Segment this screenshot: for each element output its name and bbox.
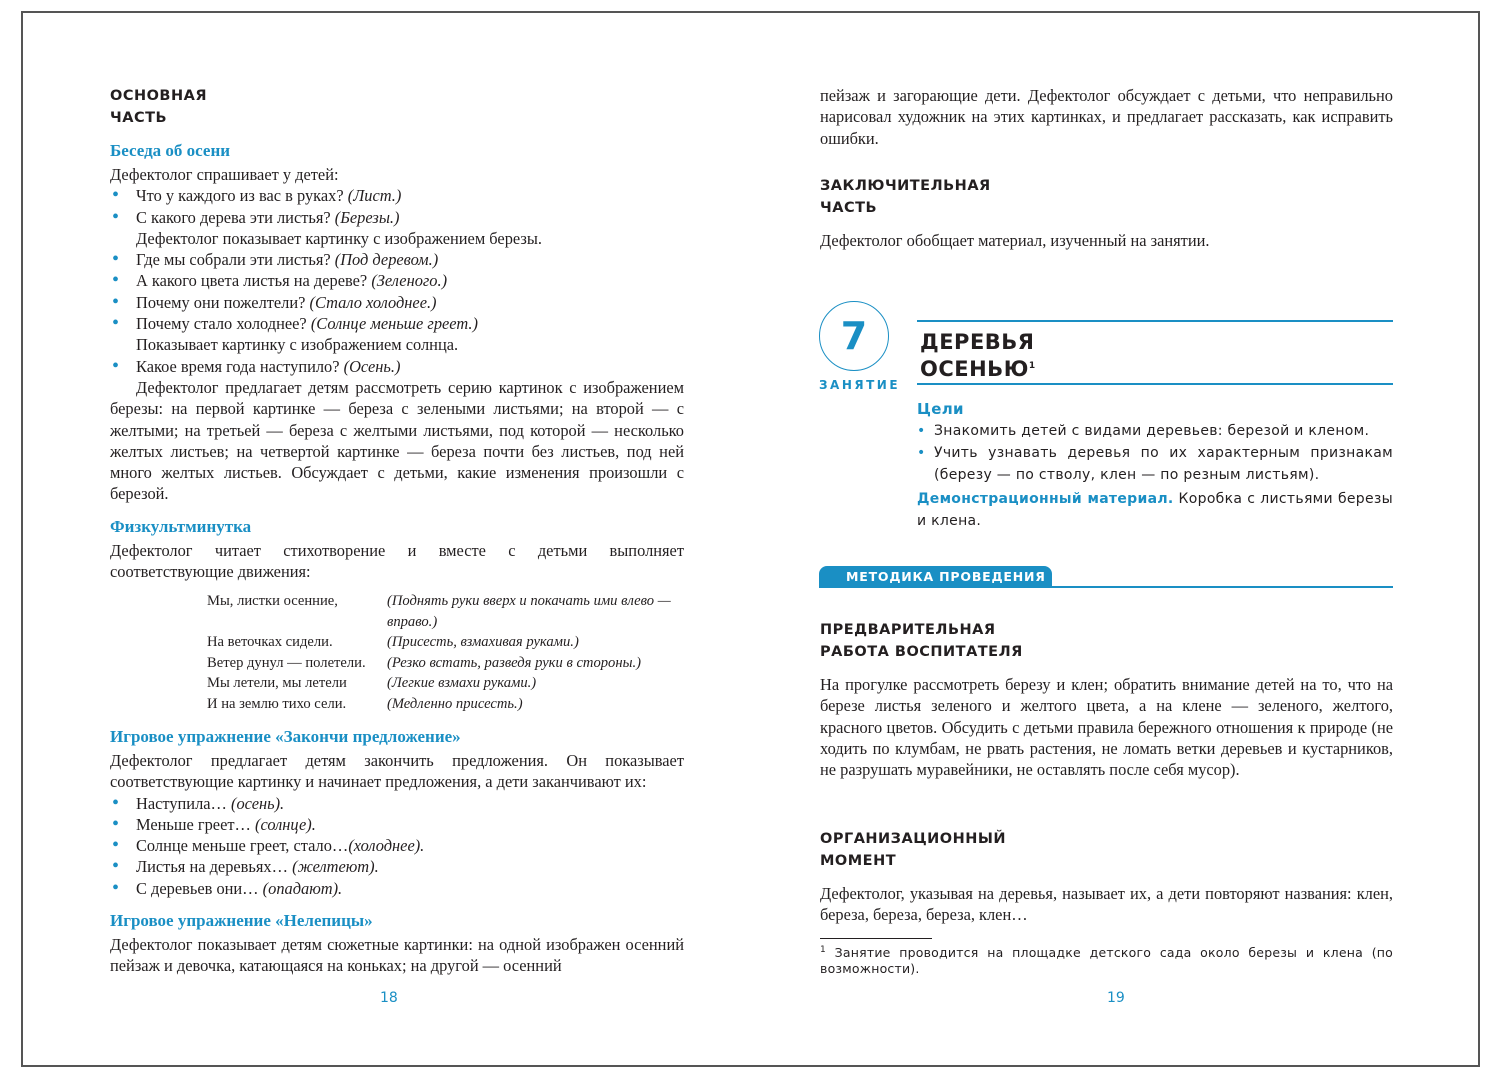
- poem-row: [207, 653, 682, 674]
- main-part-heading: [110, 85, 684, 129]
- method-tab: МЕТОДИКА ПРОВЕДЕНИЯ: [819, 566, 1052, 587]
- method-rule: [819, 586, 1393, 588]
- item-answer: (осень).: [231, 793, 285, 813]
- item-answer: (Солнце меньше греет.): [310, 314, 478, 334]
- goal-item: • Знакомить детей с видами деревьев: березой и кленом.: [917, 420, 1393, 442]
- footnote-mark: 1: [1028, 361, 1036, 371]
- title-line: ДЕРЕВЬЯ: [920, 330, 1035, 354]
- lesson-label: ЗАНЯТИЕ: [819, 378, 901, 392]
- poem-action: (Поднять руки вверх и покачать ими влево — вправо.): [387, 593, 671, 630]
- poem-line: Мы летели, мы летели: [207, 675, 347, 692]
- item-answer: (солнце).: [255, 814, 316, 834]
- poem-action: (Медленно присесть.): [387, 695, 523, 712]
- item-text: Наступила…: [136, 793, 232, 813]
- sentence-list: [110, 793, 684, 899]
- question-list: [110, 185, 684, 377]
- title-line: ОСЕНЬЮ: [920, 357, 1029, 381]
- footnote: [820, 942, 1393, 977]
- final-part-heading: [820, 175, 1393, 219]
- poem-line: На веточках сидели.: [207, 634, 333, 651]
- heading-line: ПРЕДВАРИТЕЛЬНАЯ: [820, 622, 996, 638]
- section-body: [110, 750, 684, 899]
- demo-label: Демонстрационный материал.: [917, 491, 1174, 507]
- list-item: [110, 185, 684, 206]
- title-rule-top: [917, 320, 1393, 322]
- title-rule-bottom: [917, 383, 1393, 385]
- item-answer: (желтеют).: [292, 857, 379, 877]
- list-item: [110, 356, 684, 377]
- item-answer: (Под деревом.): [334, 250, 439, 270]
- list-item: [110, 292, 684, 313]
- section-title: Беседа об осени: [110, 141, 231, 160]
- goals-title: Цели: [917, 400, 964, 418]
- demo-text: Коробка с листьями березы и клена.: [917, 491, 1393, 529]
- list-item: [110, 207, 684, 228]
- paragraph: На прогулке рассмотреть березу и клен; обратить внимание детей на то, что на березе листья зеленого и желтого цвета, а на клене — зеленого, желтого, красного цветов. Обсудить с детьми правила бережного отношения к природе (не ходить по клумбам, не рвать растения, не ломать ветки деревьев и кустарников, не разрушать муравейники, не оставлять после себя мусор).: [820, 675, 1393, 780]
- item-answer: (холоднее).: [348, 836, 425, 856]
- section-title: Игровое упражнение «Нелепицы»: [110, 911, 373, 930]
- list-note: Показывает картинку с изображением солнца.: [136, 335, 459, 355]
- heading-line: ЗАКЛЮЧИТЕЛЬНАЯ: [820, 178, 991, 194]
- section-body: [110, 164, 684, 505]
- item-answer: (Березы.): [334, 207, 400, 227]
- footnote-text: Занятие проводится на площадке детского сада около березы и клена (по возможности).: [820, 945, 1393, 977]
- paragraph: Дефектолог обобщает материал, изученный на занятии.: [820, 231, 1210, 250]
- footnote-rule: [820, 938, 932, 939]
- poem-action: (Легкие взмахи руками.): [387, 675, 537, 692]
- heading-line: ОРГАНИЗАЦИОННЫЙ: [820, 831, 1007, 847]
- item-text: А какого цвета листья на дереве?: [136, 271, 372, 291]
- item-text: С какого дерева эти листья?: [136, 207, 335, 227]
- item-text: Где мы собрали эти листья?: [136, 250, 335, 270]
- poem-action: (Присесть, взмахивая руками.): [387, 634, 579, 651]
- lesson-number-badge: 7: [819, 301, 889, 371]
- goals-list: [917, 420, 1393, 486]
- list-note: Дефектолог показывает картинку с изображением березы.: [136, 228, 542, 248]
- poem: [207, 591, 682, 715]
- page-number: 19: [1107, 990, 1125, 1006]
- poem-row: [207, 591, 682, 632]
- paragraph: Дефектолог, указывая на деревья, называет их, а дети повторяют названия: клен, береза, береза, береза, клен…: [820, 884, 1393, 925]
- item-text: С деревьев они…: [136, 878, 263, 898]
- list-item: [110, 814, 684, 835]
- heading-line: МОМЕНТ: [820, 853, 897, 869]
- item-text: Меньше греет…: [136, 814, 255, 834]
- item-answer: (Лист.): [347, 186, 402, 206]
- item-text: Солнце меньше греет, стало…: [136, 836, 349, 856]
- list-item: [110, 249, 684, 270]
- list-item: [110, 270, 684, 291]
- heading-line: ЧАСТЬ: [820, 200, 878, 216]
- item-text: Почему стало холоднее?: [136, 314, 311, 334]
- poem-line: Ветер дунул — полетели.: [207, 654, 366, 671]
- list-item: [110, 313, 684, 334]
- paragraph: Дефектолог читает стихотворение и вместе с детьми выполняет соответствующие движения:: [110, 541, 684, 582]
- heading-line: ЧАСТЬ: [110, 110, 168, 126]
- item-text: Что у каждого из вас в руках?: [136, 186, 348, 206]
- item-answer: (Осень.): [343, 356, 401, 376]
- item-text: Почему они пожелтели?: [136, 292, 310, 312]
- paragraph: Дефектолог показывает детям сюжетные картинки: на одной изображен осенний пейзаж и девочка, катающаяся на коньках; на другой — осенний: [110, 935, 684, 976]
- section-title: Игровое упражнение «Закончи предложение»: [110, 727, 461, 746]
- poem-action: (Резко встать, разведя руки в стороны.): [387, 654, 641, 671]
- org-heading: [820, 828, 1393, 872]
- item-text: Какое время года наступило?: [136, 356, 344, 376]
- item-answer: (Зеленого.): [371, 271, 448, 291]
- page-number: 18: [380, 990, 398, 1006]
- item-answer: (опадают).: [262, 878, 343, 898]
- item-answer: (Стало холоднее.): [309, 292, 437, 312]
- heading-line: ОСНОВНАЯ: [110, 88, 208, 104]
- lesson-title: [920, 330, 1036, 381]
- poem-row: [207, 673, 682, 694]
- poem-row: [207, 632, 682, 653]
- item-text: Листья на деревьях…: [136, 857, 293, 877]
- poem-line: Мы, листки осенние,: [207, 593, 338, 609]
- paragraph: Дефектолог предлагает детям закончить предложения. Он показывает соответствующие картинку и начинает предложения, а дети заканчивают их:: [110, 751, 684, 792]
- list-item: [110, 878, 684, 899]
- footnote-mark: 1: [820, 945, 826, 955]
- list-item: [110, 835, 684, 856]
- list-item: [110, 793, 684, 814]
- poem-line: И на землю тихо сели.: [207, 695, 347, 712]
- section-title: Физкультминутка: [110, 517, 252, 536]
- prep-heading: [820, 619, 1393, 663]
- poem-row: [207, 694, 682, 715]
- goal-item: • Учить узнавать деревья по их характерным признакам (березу — по стволу, клен — по резным листьям).: [917, 442, 1393, 486]
- paragraph: пейзаж и загорающие дети. Дефектолог обсуждает с детьми, что неправильно нарисовал художник на этих картинках, и предлагает рассказать, как исправить ошибки.: [820, 86, 1393, 148]
- goals-block: [917, 398, 1393, 532]
- paragraph: Дефектолог предлагает детям рассмотреть серию картинок с изображением березы: на первой картинке — береза с зелеными листьями; на второй — с желтыми; на третьей — береза с желтыми листьями, под которой — несколько желтых листьев; на четвертой картинке — береза почти без листьев, под ней много желтых листьев. Обсуждает с детьми, какие изменения произошли с березой.: [110, 377, 684, 504]
- list-item: [110, 856, 684, 877]
- heading-line: РАБОТА ВОСПИТАТЕЛЯ: [820, 644, 1023, 660]
- intro-text: Дефектолог спрашивает у детей:: [110, 165, 339, 184]
